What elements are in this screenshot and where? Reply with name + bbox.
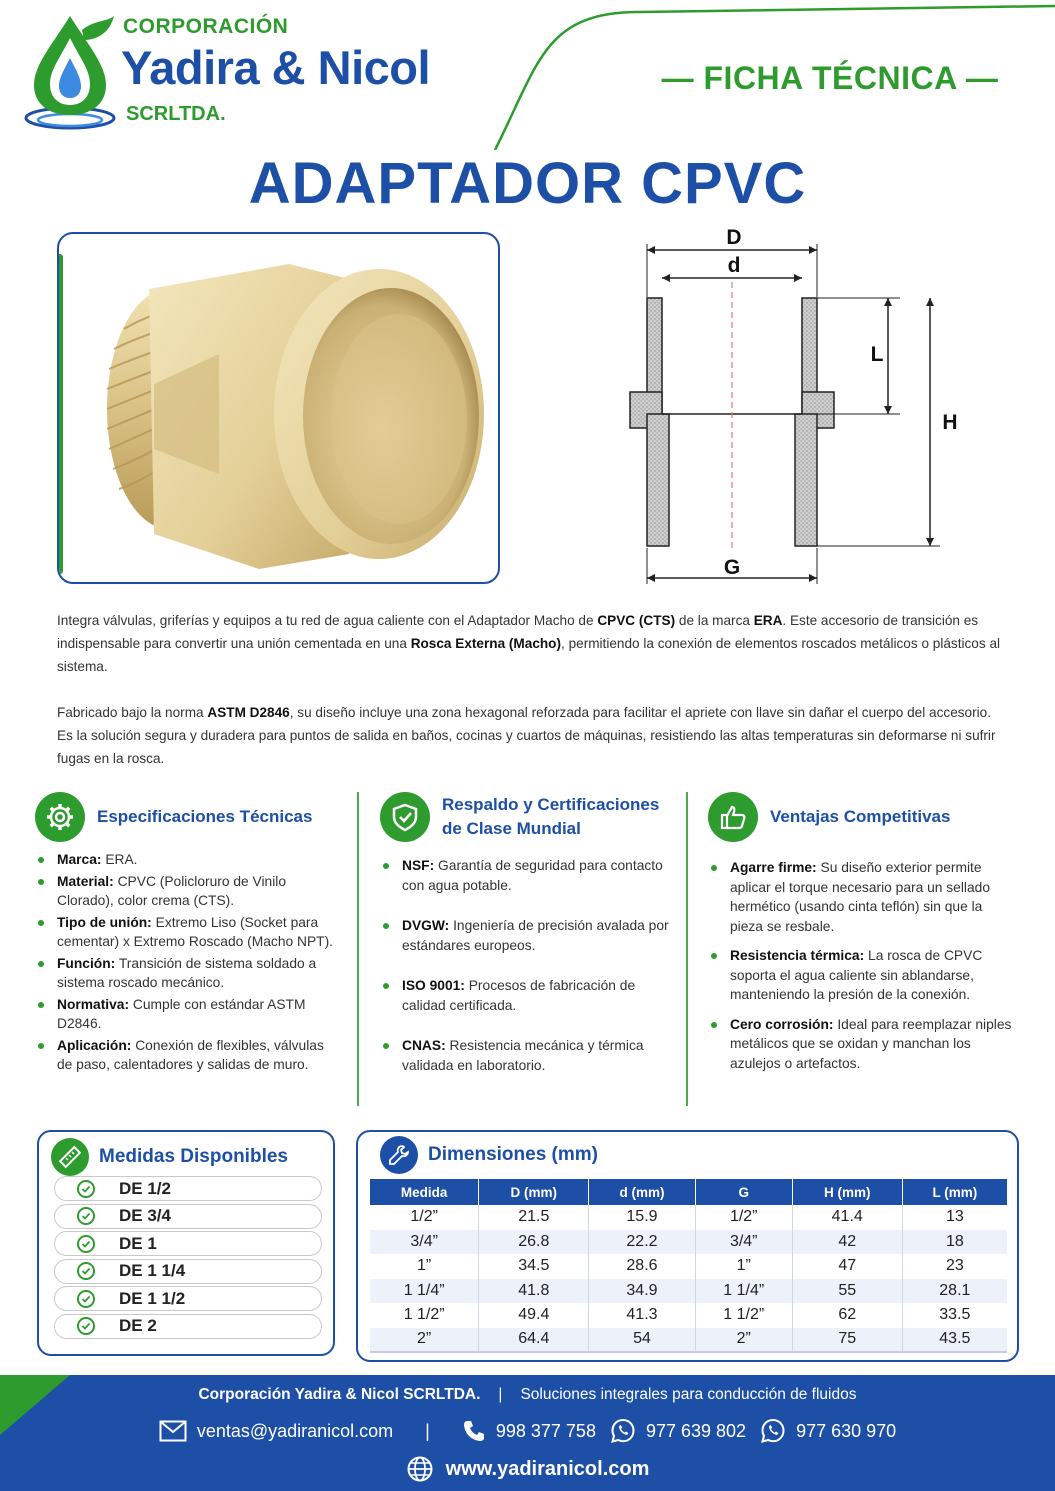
item-key: Normativa: — [57, 996, 130, 1012]
website-link[interactable]: www.yadiranicol.com — [445, 1457, 650, 1480]
phone-1-text[interactable]: 998 377 758 — [495, 1420, 596, 1441]
table-cell: 1/2” — [695, 1205, 792, 1230]
item-key: Material: — [57, 873, 114, 889]
column-header: d (mm) — [589, 1179, 695, 1205]
p1-bold-1: CPVC (CTS) — [597, 613, 676, 628]
table-cell: 42 — [792, 1230, 902, 1255]
footer-phone-3[interactable] — [760, 1418, 896, 1444]
table-cell: 41.3 — [589, 1303, 695, 1328]
label-G: G — [723, 556, 741, 579]
list-item — [35, 850, 335, 870]
table-header-row — [370, 1179, 1007, 1205]
size-option — [54, 1286, 322, 1311]
list-item — [380, 856, 675, 895]
item-key: ISO 9001: — [402, 978, 465, 993]
size-option — [54, 1231, 322, 1256]
specs-header — [35, 792, 335, 842]
p2-text-1: Fabricado bajo la norma — [57, 705, 208, 720]
item-value: Transición de sistema soldado a sistema roscado mecánico. — [57, 955, 317, 990]
certifications-column — [380, 792, 675, 1096]
item-value: Procesos de fabricación de calidad certificada. — [402, 978, 636, 1013]
label-H: H — [942, 411, 958, 434]
table-cell: 43.5 — [902, 1328, 1007, 1353]
table-row — [370, 1205, 1007, 1230]
p1-text-1: Integra válvulas, griferías y equipos a tu red de agua caliente con el Adaptador Macho de — [57, 613, 598, 628]
ficha-label: FICHA TÉCNICA — [703, 60, 957, 96]
item-value: Ingeniería de precisión avalada por estándares europeos. — [402, 918, 669, 953]
brand-suffix: SCRLTDA. — [126, 103, 226, 125]
check-circle-icon — [77, 1207, 95, 1225]
table-cell: 28.6 — [589, 1254, 695, 1279]
table-cell: 62 — [792, 1303, 902, 1328]
whatsapp-icon — [610, 1418, 636, 1444]
footer-separator: | — [498, 1386, 503, 1403]
thumbs-up-icon — [708, 792, 758, 842]
ventajas-list — [708, 858, 1018, 1073]
table-cell: 1” — [370, 1254, 479, 1279]
size-option — [54, 1204, 322, 1229]
list-item — [35, 872, 335, 911]
table-row — [370, 1328, 1007, 1353]
ventajas-header — [708, 792, 1018, 842]
list-item — [380, 916, 675, 955]
dimensions-table — [370, 1179, 1007, 1353]
item-value: Resistencia mecánica y térmica validada en laboratorio. — [402, 1038, 644, 1073]
dash-left: — — [661, 60, 704, 96]
check-circle-icon — [77, 1262, 95, 1280]
phone-3-text[interactable]: 977 630 970 — [796, 1420, 897, 1441]
list-item — [708, 946, 1018, 1005]
item-value: Garantía de seguridad para contacto con agua potable. — [402, 858, 663, 893]
p1-bold-3: Rosca Externa (Macho) — [410, 636, 562, 651]
size-option — [54, 1176, 322, 1201]
p2-text-2: , su diseño incluye una zona hexagonal reforzada para facilitar el apriete con llave sin dañar el cuerpo del accesorio. Es la solución segura y duradera para puntos de salida en baños, cocinas y cuartos de máquinas, resistiendo las altas temperaturas sin deformarse ni sufrir fugas en la rosca. — [57, 705, 996, 766]
sizes-title: Medidas Disponibles — [99, 1146, 288, 1167]
product-photo-frame — [57, 232, 500, 584]
table-cell: 21.5 — [479, 1205, 589, 1230]
item-value: Ideal para reemplazar niples metálicos que se oxidan y manchan los azulejos o artefactos. — [730, 1016, 1012, 1071]
table-cell: 49.4 — [479, 1303, 589, 1328]
label-D: D — [726, 226, 742, 249]
table-cell: 47 — [792, 1254, 902, 1279]
dims-title: Dimensiones (mm) — [428, 1144, 598, 1165]
specs-column — [35, 792, 335, 1077]
dash-right: — — [956, 60, 999, 96]
table-cell: 26.8 — [479, 1230, 589, 1255]
phone-2-text[interactable]: 977 639 802 — [645, 1420, 747, 1441]
table-cell: 13 — [945, 1208, 964, 1226]
list-item — [380, 1036, 675, 1075]
item-value: Conexión de flexibles, válvulas de paso, calentadores y salidas de muro. — [57, 1037, 324, 1072]
table-cell: 2” — [695, 1328, 792, 1353]
gear-icon — [35, 792, 85, 842]
list-item — [708, 858, 1018, 936]
description-paragraph-2 — [57, 701, 1007, 770]
size-label: DE 2 — [119, 1316, 157, 1335]
size-option — [54, 1259, 322, 1284]
column-header: L (mm) — [902, 1179, 1007, 1205]
specs-title: Especificaciones Técnicas — [97, 807, 313, 826]
table-cell: 41.4 — [792, 1205, 902, 1230]
table-cell: 28.1 — [902, 1279, 1007, 1304]
whatsapp-icon — [760, 1418, 786, 1444]
footer-phone-1[interactable] — [462, 1419, 596, 1443]
specs-list — [35, 850, 335, 1075]
column-divider — [357, 792, 359, 1106]
phone-icon — [462, 1419, 486, 1443]
table-cell: 1” — [695, 1254, 792, 1279]
size-label: DE 3/4 — [119, 1206, 171, 1225]
table-cell: 75 — [792, 1328, 902, 1353]
table-cell: 34.5 — [479, 1254, 589, 1279]
footer-tagline: Soluciones integrales para conducción de fluidos — [520, 1386, 857, 1403]
footer-email[interactable] — [159, 1420, 393, 1442]
available-sizes-box — [37, 1130, 335, 1356]
size-label: DE 1/2 — [119, 1178, 171, 1198]
advantages-column — [708, 792, 1018, 1083]
footer-separator: | — [425, 1420, 430, 1441]
certs-header — [380, 792, 675, 842]
table-cell: 1 1/2” — [695, 1303, 792, 1328]
table-row — [370, 1303, 1007, 1328]
table-cell: 1/2” — [370, 1205, 479, 1230]
dims-header — [380, 1136, 598, 1174]
table-cell: 3/4” — [695, 1230, 792, 1255]
size-label: DE 1 1/2 — [119, 1288, 186, 1308]
list-item — [708, 1015, 1018, 1074]
page-title: ADAPTADOR CPVC — [248, 151, 807, 216]
column-header: Medida — [370, 1179, 479, 1205]
column-header: G — [695, 1179, 792, 1205]
table-cell: 3/4” — [370, 1230, 479, 1255]
table-cell: 22.2 — [589, 1230, 695, 1255]
dimension-diagram — [610, 222, 1010, 592]
item-key: Marca: — [57, 852, 102, 867]
item-key: Cero corrosión: — [730, 1016, 834, 1032]
certs-title: Respaldo y Certificaciones de Clase Mundial — [442, 795, 660, 838]
globe-icon — [406, 1455, 434, 1483]
item-value: CPVC (Policloruro de Vinilo Clorado), color crema (CTS). — [57, 873, 287, 908]
table-cell: 55 — [792, 1279, 902, 1304]
check-circle-icon — [77, 1235, 95, 1253]
list-item — [380, 976, 675, 1015]
table-cell: 33.5 — [939, 1306, 971, 1324]
item-value: Cumple con estándar ASTM D2846. — [57, 996, 306, 1031]
check-circle-icon — [77, 1290, 95, 1308]
table-cell: 15.9 — [589, 1205, 695, 1230]
size-label: DE 1 — [119, 1233, 157, 1253]
item-value: La rosca de CPVC soporta el agua caliente sin ablandarse, manteniendo la presión de la conexión. — [730, 948, 983, 1002]
p1-bold-2: ERA — [753, 613, 783, 628]
table-cell: 34.9 — [589, 1279, 695, 1304]
footer-web-line[interactable] — [0, 1455, 1055, 1483]
item-value: ERA. — [101, 852, 138, 867]
shield-check-icon — [380, 792, 430, 842]
item-value: Su diseño exterior permite aplicar el torque necesario para un sellado hermético (usando cinta teflón) sin que la pieza se resbale. — [730, 860, 991, 934]
table-row — [370, 1279, 1007, 1304]
check-circle-icon — [77, 1317, 95, 1335]
item-key: Función: — [57, 955, 116, 971]
p2-bold-1: ASTM D2846 — [207, 705, 290, 720]
item-key: NSF: — [402, 858, 435, 873]
list-item — [35, 913, 335, 952]
ficha-tecnica-heading — [650, 60, 1010, 97]
column-divider — [686, 792, 688, 1106]
footer-phone-2[interactable] — [610, 1418, 746, 1444]
table-cell: 2” — [370, 1328, 479, 1353]
p1-text-2: de la marca — [675, 613, 754, 628]
table-cell: 41.8 — [479, 1279, 589, 1304]
product-photo — [59, 234, 500, 584]
table-cell: 54 — [589, 1328, 695, 1353]
email-text[interactable]: ventas@yadiranicol.com — [196, 1420, 394, 1441]
item-key: CNAS: — [402, 1038, 446, 1053]
footer-company: Corporación Yadira & Nicol SCRLTDA. — [198, 1386, 481, 1403]
item-key: DVGW: — [402, 918, 450, 933]
p1-text-4: , permitiendo la conexión de elementos roscados metálicos o plásticos al sistema. — [57, 636, 1001, 674]
list-item — [35, 954, 335, 993]
label-d: d — [727, 254, 741, 277]
ruler-icon — [51, 1138, 89, 1176]
table-body — [370, 1205, 1007, 1352]
table-cell: 1 1/2” — [370, 1303, 479, 1328]
item-key: Tipo de unión: — [57, 914, 152, 930]
brand-top-text: CORPORACIÓN — [123, 15, 289, 38]
item-value: Extremo Liso (Socket para cementar) x Extremo Roscado (Macho NPT). — [57, 914, 334, 949]
sizes-header — [51, 1138, 288, 1176]
table-cell: 23 — [945, 1257, 964, 1275]
p1-text-3: . Este accesorio de transición es indispensable para convertir una unión cementada en una — [57, 613, 979, 651]
check-circle-icon — [77, 1180, 95, 1198]
list-item — [35, 995, 335, 1034]
item-key: Agarre firme: — [730, 860, 817, 875]
table-row — [370, 1230, 1007, 1255]
ventajas-title: Ventajas Competitivas — [770, 807, 951, 826]
table-cell: 1 1/4” — [695, 1279, 792, 1304]
column-header: H (mm) — [792, 1179, 902, 1205]
column-header: D (mm) — [479, 1179, 589, 1205]
brand-name: Yadira & Nicol — [121, 41, 431, 94]
wrench-icon — [380, 1136, 418, 1174]
certs-list — [380, 856, 675, 1075]
footer-company-line — [0, 1386, 1055, 1404]
table-cell: 18 — [902, 1230, 1007, 1255]
item-key: Resistencia térmica: — [730, 948, 865, 963]
dimensions-box — [356, 1130, 1019, 1362]
table-row — [370, 1254, 1007, 1279]
description-paragraph-1 — [57, 609, 1007, 678]
logo-water-drop-icon — [22, 10, 122, 135]
list-item — [35, 1036, 335, 1075]
item-key: Aplicación: — [57, 1037, 132, 1053]
envelope-icon — [159, 1420, 187, 1442]
table-cell: 64.4 — [479, 1328, 589, 1353]
size-option — [54, 1314, 322, 1339]
label-L: L — [870, 343, 884, 366]
footer-contact-line — [0, 1418, 1055, 1444]
table-cell: 1 1/4” — [370, 1279, 479, 1304]
size-label: DE 1 1/4 — [119, 1261, 186, 1280]
